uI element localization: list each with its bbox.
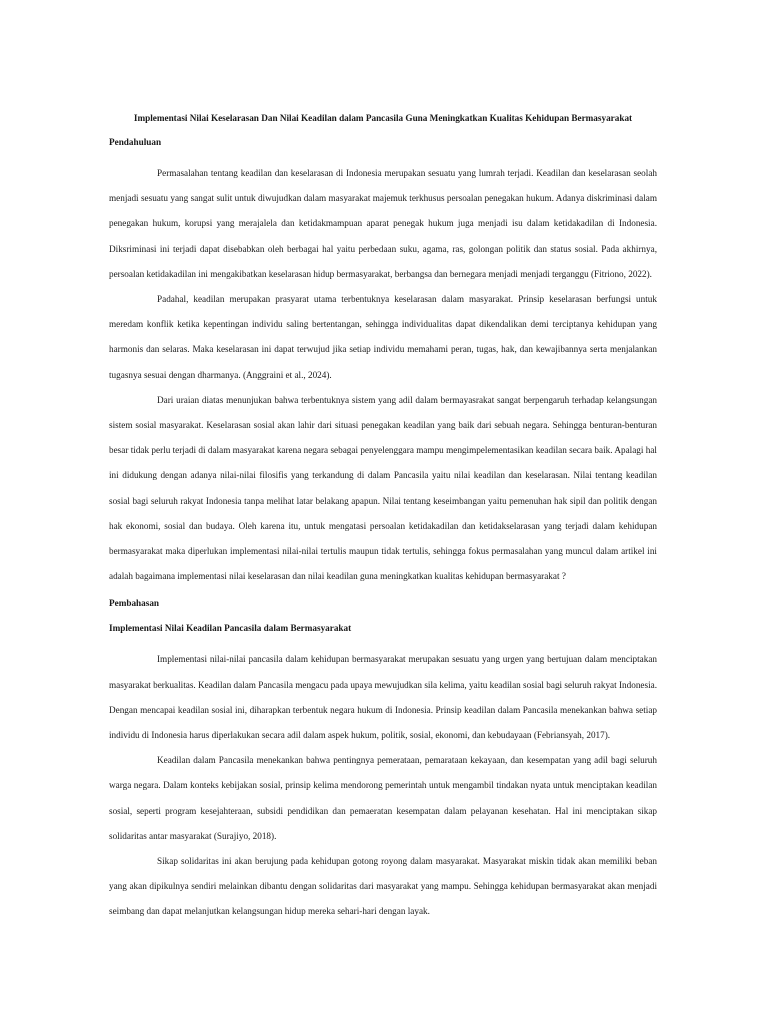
document-title: Implementasi Nilai Keselarasan Dan Nilai Keadilan dalam Pancasila Guna Meningkatkan Kualitas Kehidupan Bermasyarakat xyxy=(133,113,633,123)
paragraph: Keadilan dalam Pancasila menekankan bahwa pentingnya pemerataan, pemarataan kekayaan, dan kesempatan yang adil bagi seluruh warga negara. Dalam konteks kebijakan sosial, prinsip kelima mendorong pemerintah untuk mengambil tindakan nyata untuk menciptakan keadilan sosial, seperti program kesejahteraan, subsidi pendidikan dan pemaeratan kesempatan dalam pelayanan kesehatan. Hal ini menciptakan sikap solidaritas antar masyarakat (Surajiyo, 2018). xyxy=(109,755,657,841)
document-page xyxy=(109,112,657,925)
paragraph: Permasalahan tentang keadilan dan keselarasan di Indonesia merupakan sesuatu yang lumrah terjadi. Keadilan dan keselarasan seolah menjadi sesuatu yang sangat sulit untuk diwujudkan dalam masyarakat majemuk terkhusus persoalan penegakan hukum. Adanya diskriminasi dalam penegakan hukum, korupsi yang merajalela dan ketidakmampuan aparat penegak hukum juga menjadi isu dalam ketidakadilan di Indonesia. Diksriminasi ini terjadi dapat disebabkan oleh berbagai hal yaitu perbedaan suku, agama, ras, golongan politik dan status sosial. Pada akhirnya, persoalan ketidakadilan ini mengakibatkan keselarasan hidup bermasyarakat, berbangsa dan bernegara menjadi menjadi terganggu (Fitriono, 2022). xyxy=(109,168,657,279)
paragraph: Padahal, keadilan merupakan prasyarat utama terbentuknya keselarasan dalam masyarakat. Prinsip keselarasan berfungsi untuk meredam konflik ketika kepentingan individu saling bertentangan, sehingga individualitas dapat dikendalikan demi terciptanya kehidupan yang harmonis dan selaras. Maka keselarasan ini dapat terwujud jika setiap individu memahami peran, tugas, hak, dan kewajibannya serta menjalankan tugasnya sesuai dengan dharmanya. (Anggraini et al., 2024). xyxy=(109,294,657,380)
paragraph: Implementasi nilai-nilai pancasila dalam kehidupan bermasyarakat merupakan sesuatu yang urgen yang bertujuan dalam menciptakan masyarakat berkualitas. Keadilan dalam Pancasila mengacu pada upaya mewujudkan sila kelima, yaitu keadilan sosial bagi seluruh rakyat Indonesia. Dengan mencapai keadilan sosial ini, diharapkan terbentuk negara hukum di Indonesia. Prinsip keadilan dalam Pancasila menekankan bahwa setiap individu di Indonesia harus diperlakukan secara adil dalam aspek hukum, politik, sosial, ekonomi, dan kebudayaan (Febriansyah, 2017). xyxy=(109,654,657,741)
paragraph: Sikap solidaritas ini akan berujung pada kehidupan gotong royong dalam masyarakat. Masyarakat miskin tidak akan memiliki beban yang akan dipikulnya sendiri melainkan dibantu dengan solidaritas dari masyarakat yang mampu. Sehingga kehidupan bermasyarakat akan menjadi seimbang dan dapat melanjutkan kelangsungan hidup mereka sehari-hari dengan layak. xyxy=(109,856,657,917)
section-heading-pembahasan: Pembahasan xyxy=(109,598,160,609)
subsection-heading: Implementasi Nilai Keadilan Pancasila dalam Bermasyarakat xyxy=(109,623,352,634)
paragraph: Dari uraian diatas menunjukan bahwa terbentuknya sistem yang adil dalam bermayasrakat sangat berpengaruh terhadap kelangsungan sistem sosial masyarakat. Keselarasan sosial akan lahir dari situasi penegakan keadilan yang baik dari sebuah negara. Sehingga benturan-benturan besar tidak perlu terjadi di dalam masyarakat karena negara sebagai penyelenggara mampu mengimpelementasikan keadilan secara baik. Apalagi hal ini didukung dengan adanya nilai-nilai filosifis yang terkandung di dalam Pancasila yaitu nilai keadilan dan keselarasan. Nilai tentang keadilan sosial bagi seluruh rakyat Indonesia tanpa melihat latar belakang apapun. Nilai tentang keseimbangan yaitu pemenuhan hak sipil dan politik dengan hak ekonomi, sosial dan budaya. Oleh karena itu, untuk mengatasi persoalan ketidakadilan dan ketidakselarasan yang terjadi dalam kehidupan bermasyarakat maka diperlukan implementasi nilai-nilai tertulis maupun tidak tertulis, sehingga fokus permasalahan yang muncul dalam artikel ini adalah bagaimana implementasi nilai keselarasan dan nilai keadilan guna meningkatkan kualitas kehidupan bermasyarakat ? xyxy=(109,394,657,582)
section-heading-pendahuluan: Pendahuluan xyxy=(109,137,162,147)
